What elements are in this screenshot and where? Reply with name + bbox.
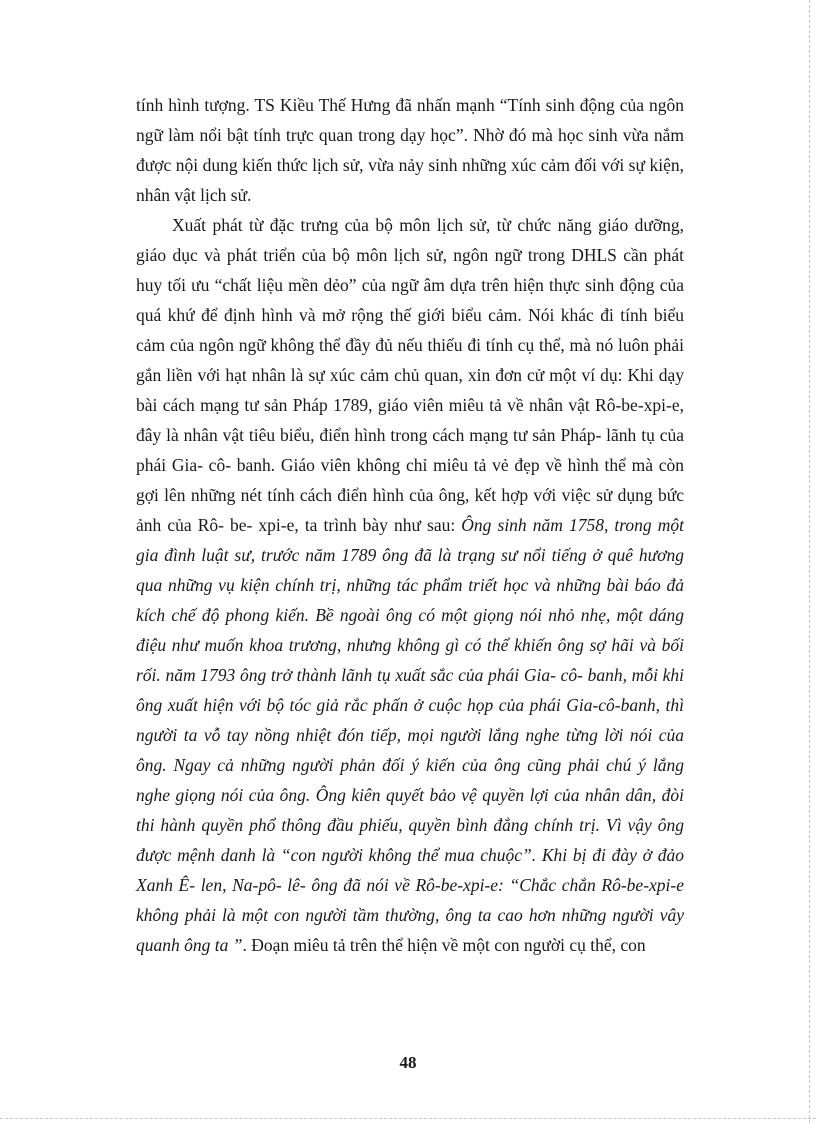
page-edge-bottom [0,1118,816,1119]
paragraph-2-italic-quote: Ông sinh năm 1758, trong một gia đình luật sư, trước năm 1789 ông đã là trạng sư nổi tiếng ở quê hương qua những vụ kiện chính trị, những tác phẩm triết học và những bài báo đả kích chế độ phong kiến. Bề ngoài ông có một giọng nói nhỏ nhẹ, một dáng điệu như muốn khoa trương, nhưng không gì có thể khiến ông sợ hãi và bối rối. năm 1793 ông trở thành lãnh tụ xuất sắc của phái Gia- cô- banh, mỗi khi ông xuất hiện với bộ tóc giả rắc phấn ở cuộc họp của phái Gia-cô-banh, thì người ta vỗ tay nồng nhiệt đón tiếp, mọi người lắng nghe từng lời nói của ông. Ngay cả những người phản đối ý kiến của ông cũng phải chú ý lắng nghe giọng nói của ông. Ông kiên quyết bảo vệ quyền lợi của nhân dân, đòi thi hành quyền phổ thông đầu phiếu, quyền bình đẳng chính trị. Vì vậy ông được mệnh danh là “con người không thể mua chuộc”. Khi bị đi đày ở đảo Xanh Ê- len, Na-pô- lê- ông đã nói về Rô-be-xpi-e: “Chắc chắn Rô-be-xpi-e không phải là một con người tầm thường, ông ta cao hơn những người vây quanh ông ta ” [136,515,684,955]
paragraph-2-normal-text: Xuất phát từ đặc trưng của bộ môn lịch sử, từ chức năng giáo dưỡng, giáo dục và phát triển của bộ môn lịch sử, ngôn ngữ trong DHLS cần phát huy tối ưu “chất liệu mền dẻo” của ngữ âm dựa trên hiện thực sinh động của quá khứ để định hình và mở rộng thế giới biểu cảm. Nói khác đi tính biểu cảm của ngôn ngữ không thể đầy đủ nếu thiếu đi tính cụ thể, mà nó luôn phải gắn liền với hạt nhân là sự xúc cảm chủ quan, xin đơn cử một ví dụ: Khi dạy bài cách mạng tư sản Pháp 1789, giáo viên miêu tả về nhân vật Rô-be-xpi-e, đây là nhân vật tiêu biểu, điển hình trong cách mạng tư sản Pháp- lãnh tụ của phái Gia- cô- banh. Giáo viên không chỉ miêu tả vẻ đẹp về hình thể mà còn gợi lên những nét tính cách điển hình của ông, kết hợp với việc sử dụng bức ảnh của Rô- be- xpi-e, ta trình bày như sau: [136,215,684,535]
paragraph-2 [136,210,684,960]
page-number: 48 [399,1053,417,1072]
paragraph-1: tính hình tượng. TS Kiều Thế Hưng đã nhấn mạnh “Tính sinh động của ngôn ngữ làm nổi bật tính trực quan trong dạy học”. Nhờ đó mà học sinh vừa nắm được nội dung kiến thức lịch sử, vừa nảy sinh những xúc cảm đối với sự kiện, nhân vật lịch sử. [136,95,684,205]
document-body [136,90,684,960]
paragraph-2-tail-text: . Đoạn miêu tả trên thể hiện về một con người cụ thể, con [242,935,646,955]
page-edge-right [809,0,810,1123]
